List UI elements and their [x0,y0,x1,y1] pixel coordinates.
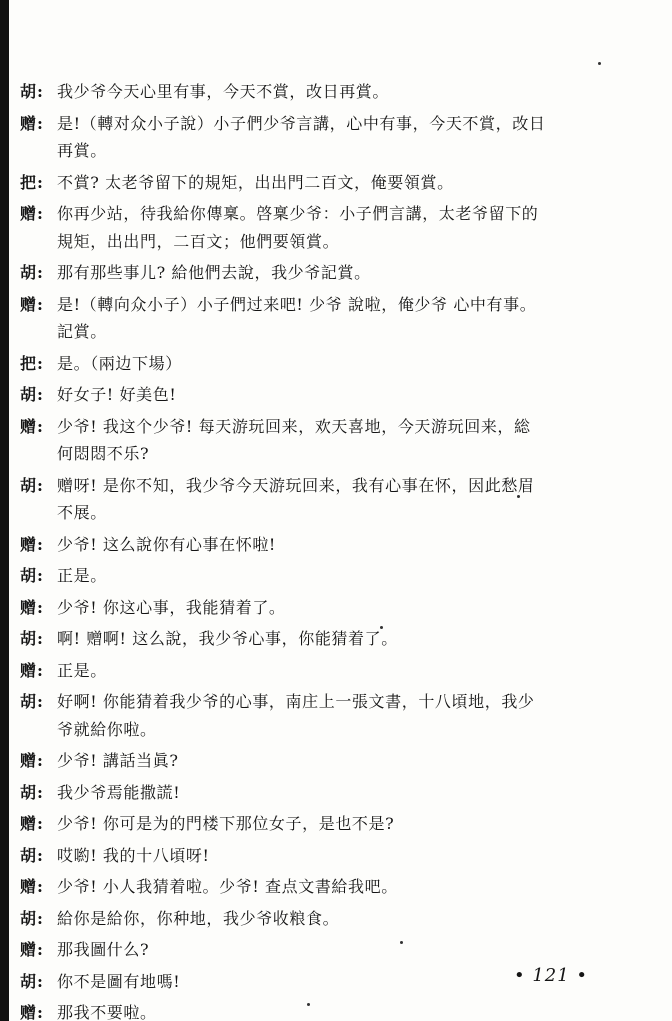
dialogue-text: 那我不要啦。 [57,1003,157,1021]
dialogue-line [20,291,620,346]
speaker-label: 把: [20,353,44,373]
dialogue-line [20,200,620,255]
scan-speck [517,495,520,498]
dialogue-line [20,810,620,838]
speaker-label: 赠: [20,294,44,314]
dialogue-text: 好啊! 你能猜着我少爷的心事，南庄上一張文書，十八頃地，我少 爷就給你啦。 [57,692,535,739]
speaker-label: 胡: [20,475,44,495]
dialogue-line [20,873,620,901]
dialogue-text: 啊! 赠啊! 这么說，我少爷心事，你能猜着了。 [57,629,398,648]
dialogue-text: 那有那些事儿? 給他們去說，我少爷記賞。 [57,263,371,282]
dialogue-line [20,472,620,527]
speaker-label: 胡: [20,692,44,711]
speaker-label: 赠: [20,660,44,680]
speaker-label: 赠: [20,416,44,436]
page-binding-edge [0,0,9,1021]
dialogue-line [20,842,620,870]
speaker-label: 赠: [20,534,44,554]
dialogue-line [20,381,620,409]
dialogue-text: 少爷! 我这个少爷! 每天游玩回来，欢天喜地，今天游玩回来，総 何悶悶不乐? [57,416,531,463]
speaker-label: 赠: [20,597,44,617]
dialogue-text: 少爷! 講話当眞? [57,751,179,770]
speaker-label: 赠: [20,1003,44,1021]
dialogue-line [20,688,620,743]
speaker-label: 赠: [20,814,44,833]
dialogue-line [20,350,620,378]
scan-speck [598,62,601,65]
dialogue-text: 給你是給你，你种地，我少爷收粮食。 [57,908,340,928]
dialogue-line [20,779,620,807]
dialogue-line [20,905,620,933]
dialogue-text: 是!（轉对众小子說）小子們少爷言講，心中有事，今天不賞，改日 再賞。 [57,113,546,160]
dialogue-text: 我少爷今天心里有事，今天不賞，改日再賞。 [57,82,390,101]
dialogue-block [20,78,620,1021]
dialogue-text: 少爷! 这么說你有心事在怀啦! [57,534,276,554]
speaker-label: 胡: [20,782,44,802]
dialogue-text: 我少爷焉能撒謊! [57,782,181,802]
scan-speck [380,626,383,629]
speaker-label: 胡: [20,385,44,404]
dialogue-line [20,747,620,775]
scan-speck [400,941,403,944]
speaker-label: 胡: [20,566,44,585]
speaker-label: 赠: [20,204,44,223]
dialogue-line [20,78,620,106]
dialogue-text: 是!（轉向众小子）小子們过来吧! 少爷 說啦，俺少爷 心中有事。 記賞。 [57,294,537,341]
dialogue-text: 少爷! 你这心事，我能猜着了。 [57,597,286,617]
dialogue-text: 那我圖什么? [57,940,150,959]
dialogue-line [20,657,620,685]
dialogue-text: 哎喲! 我的十八頃呀! [57,845,210,865]
dialogue-text: 是。（兩边下場） [57,353,182,373]
dialogue-text: 少爷! 小人我猜着啦。少爷! 查点文書給我吧。 [57,877,398,896]
dialogue-text: 正是。 [57,660,107,680]
scan-speck [307,1003,310,1006]
dialogue-line [20,110,620,165]
dialogue-line [20,259,620,287]
speaker-label: 赠: [20,940,44,959]
speaker-label: 胡: [20,82,44,101]
dialogue-line [20,625,620,653]
dialogue-line [20,413,620,468]
speaker-label: 胡: [20,263,44,282]
speaker-label: 赠: [20,877,44,896]
dialogue-line [20,999,620,1021]
speaker-label: 胡: [20,908,44,928]
dialogue-text: 你不是圖有地嗎! [57,971,181,991]
dialogue-line [20,562,620,590]
speaker-label: 赠: [20,113,44,133]
dialogue-text: 少爷! 你可是为的門楼下那位女子，是也不是? [57,814,395,833]
speaker-label: 赠: [20,751,44,770]
dialogue-text: 正是。 [57,566,107,585]
speaker-label: 胡: [20,629,44,648]
dialogue-line [20,594,620,622]
dialogue-text: 赠呀! 是你不知，我少爷今天游玩回来，我有心事在怀，因此愁眉 不展。 [57,475,535,522]
dialogue-text: 好女子! 好美色! [57,385,177,404]
speaker-label: 胡: [20,845,44,865]
dialogue-text: 不賞? 太老爷留下的規矩，出出門二百文，俺要領賞。 [57,172,454,192]
page-number: • 121 • [514,965,589,986]
dialogue-text: 你再少站，待我給你傳稟。啓稟少爷：小子們言講，太老爷留下的 規矩，出出門，二百文；他們要領賞。 [57,204,539,251]
speaker-label: 胡: [20,971,44,991]
dialogue-line [20,169,620,197]
dialogue-line [20,936,620,964]
speaker-label: 把: [20,172,44,192]
dialogue-line [20,531,620,559]
